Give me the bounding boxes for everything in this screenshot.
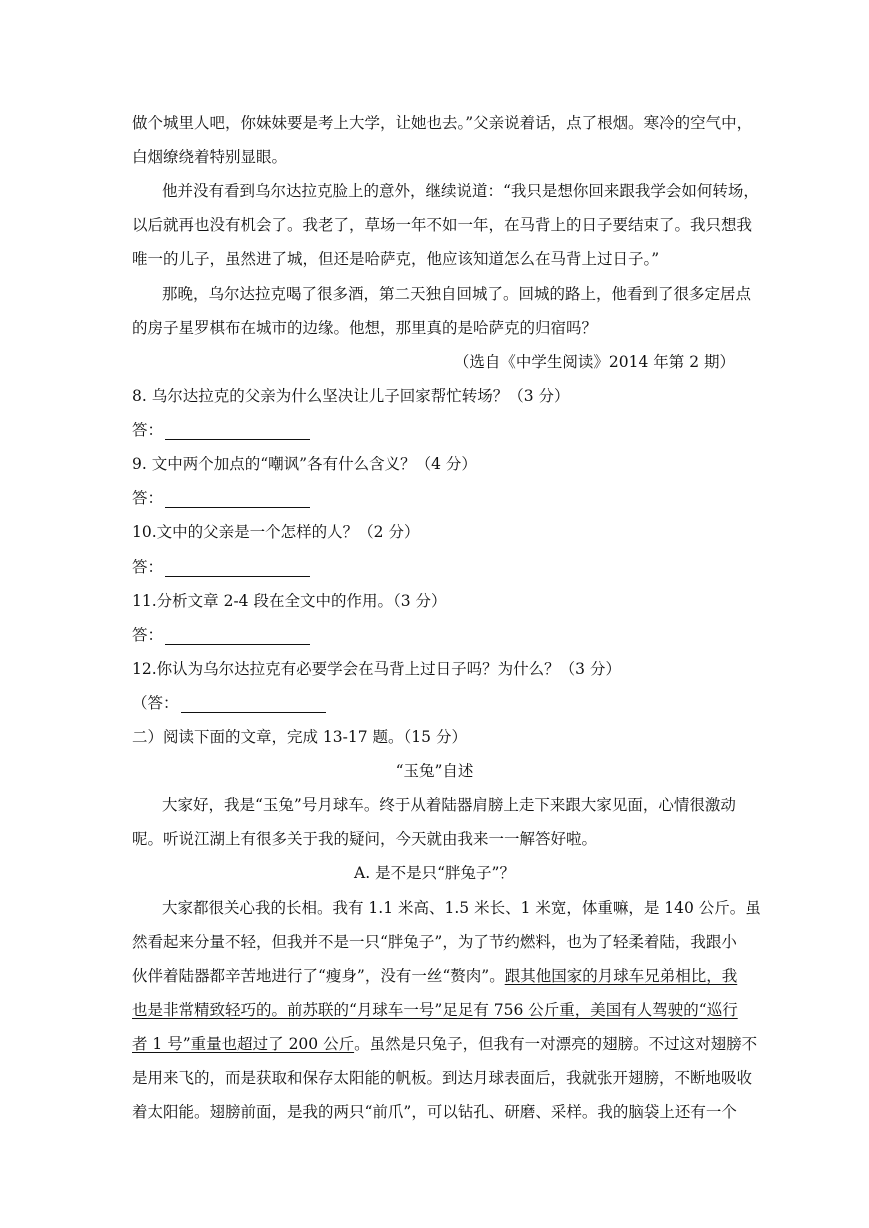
answer-blank[interactable] [165,628,310,645]
article-line: 大家都很关心我的长相。我有 1.1 米高、1.5 米长、1 米宽，体重嘛，是 140 公斤。虽 [162,899,761,917]
question-12: 12.你认为乌尔达拉克有必要学会在马背上过日子吗？为什么？（3 分） [132,660,621,678]
article-title: “玉兔”自述 [395,762,474,780]
answer-row-10 [132,557,310,577]
article-line: 呢。听说江湖上有很多关于我的疑问，今天就由我来一一解答好啦。 [132,830,598,848]
answer-label: 答： [132,421,164,439]
answer-blank[interactable] [181,696,326,713]
passage-line: 那晚，乌尔达拉克喝了很多酒，第二天独自回城了。回城的路上，他看到了很多定居点 [162,285,752,303]
article-line: 着太阳能。翅膀前面，是我的两只“前爪”，可以钻孔、研磨、采样。我的脑袋上还有一个 [132,1103,737,1121]
answer-blank[interactable] [165,423,310,440]
article-line: 然看起来分量不轻，但我并不是一只“胖兔子”，为了节约燃料，也为了轻柔着陆，我跟小 [132,933,737,951]
underlined-sentence: 者 1 号”重量也超过了 200 公斤 [132,1035,355,1053]
answer-blank[interactable] [165,491,310,508]
question-8: 8. 乌尔达拉克的父亲为什么坚决让儿子回家帮忙转场？（3 分） [132,387,570,405]
answer-label: （答： [132,694,179,712]
underlined-sentence: 跟其他国家的月球车兄弟相比，我 [504,967,738,985]
passage-line: 白烟缭绕着特别显眼。 [132,148,288,166]
underlined-sentence: 也是非常精致轻巧的。前苏联的“月球车一号”足足有 756 公斤重，美国有人驾驶的“巡行 [132,1001,738,1019]
question-11: 11.分析文章 2-4 段在全文中的作用。（3 分） [132,592,447,610]
source-citation: （选自《中学生阅读》2014 年第 2 期） [453,353,735,371]
answer-label: 答： [132,558,164,576]
article-line: 是用来飞的，而是获取和保存太阳能的帆板。到达月球表面后，我就张开翅膀，不断地吸收 [132,1069,753,1087]
question-9: 9. 文中两个加点的“嘲讽”各有什么含义？（4 分） [132,455,477,473]
passage-line: 做个城里人吧，你妹妹要是考上大学，让她也去。”父亲说着话，点了根烟。寒冷的空气中， [132,114,753,132]
article-line [132,1034,757,1054]
section-heading: 二）阅读下面的文章，完成 13-17 题。（15 分） [132,728,467,746]
article-text: 伙伴着陆器都辛苦地进行了“瘦身”，没有一丝“赘肉”。 [132,967,505,985]
article-subheading: A. 是不是只“胖兔子”？ [354,864,515,882]
article-text: 。虽然是只兔子，但我有一对漂亮的翅膀。不过这对翅膀不 [354,1035,758,1053]
question-10: 10.文中的父亲是一个怎样的人？（2 分） [132,523,420,541]
answer-row-12 [132,693,326,713]
passage-line: 以后就再也没有机会了。我老了，草场一年不如一年，在马背上的日子要结束了。我只想我 [132,216,753,234]
answer-row-8 [132,420,310,440]
article-line [132,1000,738,1020]
answer-row-9 [132,488,310,508]
answer-label: 答： [132,489,164,507]
passage-line: 他并没有看到乌尔达拉克脸上的意外，继续说道：“我只是想你回来跟我学会如何转场， [162,182,759,200]
answer-label: 答： [132,626,164,644]
passage-line: 的房子星罗棋布在城市的边缘。他想，那里真的是哈萨克的归宿吗？ [132,319,598,337]
article-line [132,966,737,986]
article-line: 大家好，我是“玉兔”号月球车。终于从着陆器肩膀上走下来跟大家见面，心情很激动 [162,796,736,814]
answer-row-11 [132,625,310,645]
answer-blank[interactable] [165,560,310,577]
passage-line: 唯一的儿子，虽然进了城，但还是哈萨克，他应该知道怎么在马背上过日子。” [132,250,660,268]
